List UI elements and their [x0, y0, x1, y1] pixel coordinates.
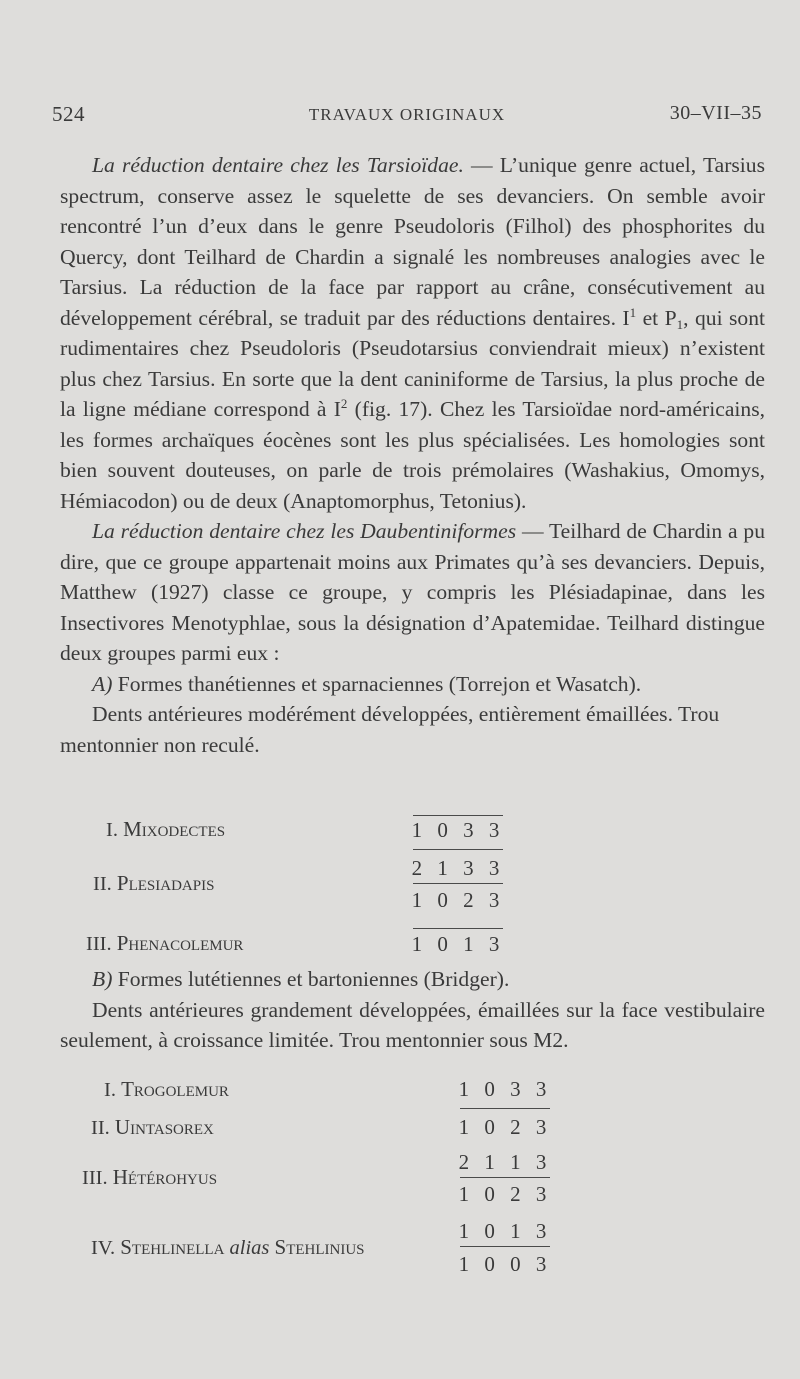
body-text [60, 150, 765, 760]
header-date: 30–VII–35 [669, 102, 762, 124]
dental-formula-upper: 2 1 1 3 [458, 1150, 552, 1174]
group-a-intro: A) Formes thanétiennes et sparnaciennes (Torrejon et Wasatch). [92, 671, 642, 696]
table-row: IV. Stehlinella alias Stehlinius [91, 1235, 365, 1259]
table-row: II. Uintasorex [91, 1115, 214, 1139]
dental-formula-upper: 2 1 3 3 [411, 856, 505, 880]
dental-formula: 1 0 1 3 [411, 932, 505, 956]
section-heading-daubentiniformes: La réduction dentaire chez les Daubentiniformes [92, 519, 517, 543]
group-b-text [60, 964, 765, 1056]
paragraph-daubentiniformes: La réduction dentaire chez les Daubentiniformes — Teilhard de Chardin a pu dire, que ce groupe appartenait moins aux Primates qu’à ses devanciers. Depuis, Matthew (1927) classe ce groupe, y compris les Plésiadapinae, dans les Insectivores Menotyphlae, sous la désignation d’Apatemidae. Teilhard distingue deux groupes parmi eux : [60, 519, 765, 665]
dental-formula: 1 0 3 3 [458, 1077, 552, 1101]
page-header [52, 102, 762, 132]
table-row: III. Phenacolemur [86, 931, 244, 955]
running-title: TRAVAUX ORIGINAUX [308, 105, 506, 124]
section-heading-tarsioidae: La réduction dentaire chez les Tarsioïdae. [92, 153, 464, 177]
table-row: III. Hétérohyus [82, 1165, 218, 1189]
dental-formula: 1 0 2 3 [458, 1115, 552, 1139]
dental-formula-lower: 1 0 0 3 [458, 1252, 552, 1276]
dental-formula-lower: 1 0 2 3 [411, 888, 505, 912]
dental-formula-upper: 1 0 1 3 [458, 1219, 552, 1243]
group-b-intro: B) Formes lutétiennes et bartoniennes (Bridger). [92, 967, 510, 991]
group-a-description: Dents antérieures modérément développées, entièrement émaillées. Trou mentonnier non reculé. [60, 702, 720, 757]
dental-formula-lower: 1 0 2 3 [458, 1182, 552, 1206]
table-row: II. Plesiadapis [93, 871, 215, 895]
paragraph-tarsioidae: La réduction dentaire chez les Tarsioïdae. — L’unique genre actuel, Tarsius spectrum, conserve assez le squelette de ses devanciers. On semble avoir rencontré l’un d’eux dans le genre Pseudoloris (Filhol) des phosphorites du Quercy, dont Teilhard de Chardin a signalé les nombreuses analogies avec le Tarsius. La réduction de la face par rapport au crâne, consécutivement au développement cérébral, se traduit par des réductions dentaires. $I^1$ et $P_1$, qui sont rudimentaires chez Pseudoloris (Pseudotarsius conviendrait mieux) n’existent plus chez Tarsius. En sorte que la dent caniniforme de Tarsius, la plus proche de la ligne médiane correspond à $I^2$ (fig. 17). Chez les Tarsioïdae nord-américains, les formes archaïques éocènes sont les plus spécialisées. Les homologies sont bien souvent douteuses, on parle de trois prémolaires (Washakius, Omomys, Hémiacodon) ou de deux (Anaptomorphus, Tetonius). [60, 153, 766, 513]
group-b-description: Dents antérieures grandement développées, émaillées sur la face vestibulaire seulement, à croissance limitée. Trou mentonnier sous M2. [60, 997, 765, 1052]
dental-formula: 1 0 3 3 [411, 818, 505, 842]
table-row: I. Mixodectes [106, 817, 226, 841]
page-number: 524 [52, 102, 85, 126]
table-row: I. Trogolemur [104, 1077, 229, 1101]
